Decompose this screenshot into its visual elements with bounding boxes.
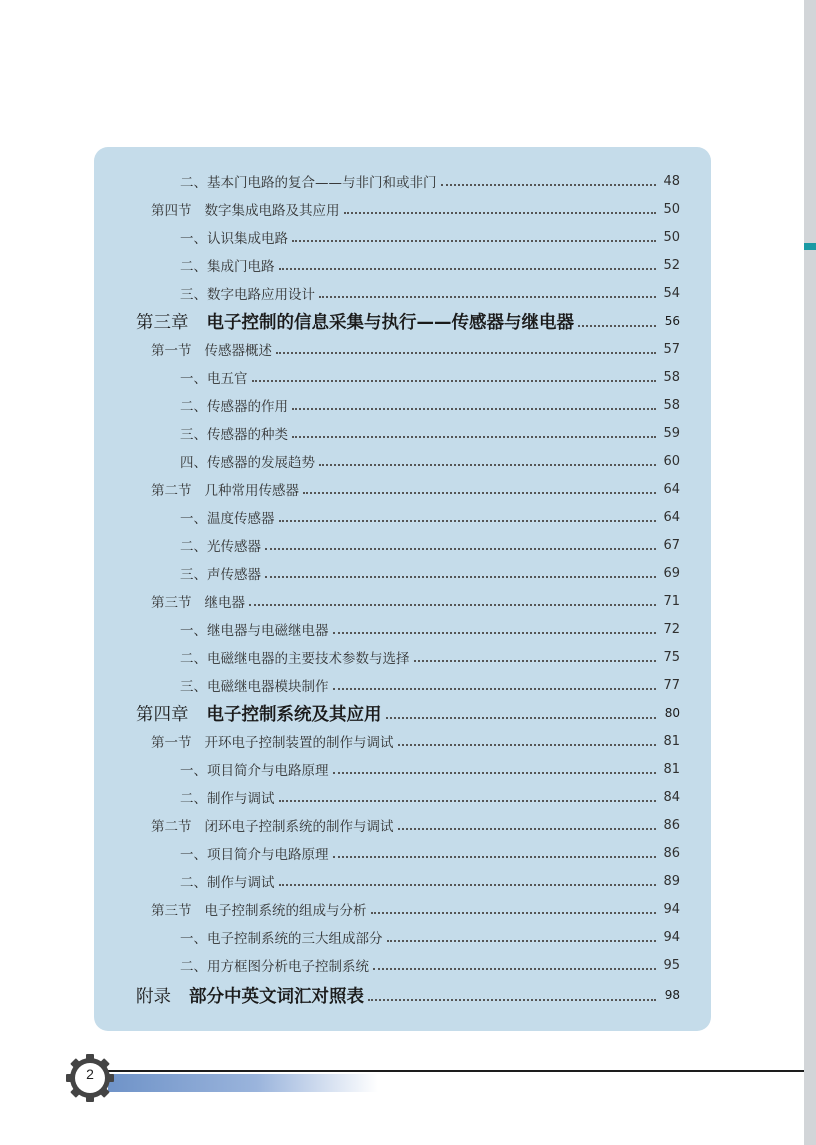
toc-entry-number: 一、 bbox=[180, 847, 207, 863]
toc-entry-item bbox=[180, 839, 680, 867]
toc-entry-page: 64 bbox=[663, 509, 680, 525]
toc-entry-label bbox=[180, 507, 275, 527]
toc-entry-section bbox=[151, 895, 680, 923]
toc-entry-title: 传感器的种类 bbox=[207, 427, 288, 443]
toc-entry-label bbox=[180, 535, 261, 555]
toc-entry-title: 继电器 bbox=[204, 595, 245, 611]
toc-dot-leader bbox=[279, 800, 657, 802]
toc-entry-title: 项目简介与电路原理 bbox=[207, 847, 329, 863]
toc-entry-title: 闭环电子控制系统的制作与调试 bbox=[204, 819, 394, 835]
toc-dot-leader bbox=[319, 296, 656, 298]
toc-entry-label bbox=[151, 199, 340, 219]
toc-entry-number: 四、 bbox=[180, 455, 207, 471]
toc-entry-title: 电磁继电器模块制作 bbox=[207, 679, 329, 695]
toc-entry-number: 第一节 bbox=[151, 735, 192, 751]
toc-entry-title: 集成门电路 bbox=[207, 259, 275, 275]
toc-dot-leader bbox=[386, 717, 657, 719]
toc-dot-leader bbox=[344, 212, 657, 214]
toc-entry-number: 三、 bbox=[180, 679, 207, 695]
toc-entry-title: 电子控制系统的三大组成部分 bbox=[207, 931, 383, 947]
toc-entry-page: 84 bbox=[663, 789, 680, 805]
toc-entry-item bbox=[180, 503, 680, 531]
toc-entry-number: 三、 bbox=[180, 427, 207, 443]
toc-entry-label bbox=[151, 731, 394, 751]
toc-dot-leader bbox=[279, 520, 657, 522]
toc-entry-label bbox=[180, 871, 275, 891]
toc-entry-title: 认识集成电路 bbox=[207, 231, 288, 247]
toc-panel bbox=[94, 147, 711, 1031]
toc-entry-label bbox=[180, 423, 288, 443]
toc-dot-leader bbox=[265, 576, 656, 578]
toc-entry-number: 一、 bbox=[180, 931, 207, 947]
toc-entry-item bbox=[180, 531, 680, 559]
toc-entry-title: 传感器概述 bbox=[204, 343, 272, 359]
toc-entry-label bbox=[180, 759, 329, 779]
toc-entry-number: 二、 bbox=[180, 175, 207, 191]
section-tab-marker bbox=[804, 243, 816, 250]
toc-entry-item bbox=[180, 419, 680, 447]
toc-entry-label bbox=[180, 647, 410, 667]
toc-entry-title: 光传感器 bbox=[207, 539, 261, 555]
toc-entry-page: 95 bbox=[663, 957, 680, 973]
toc-dot-leader bbox=[319, 464, 656, 466]
toc-entry-item bbox=[180, 951, 680, 979]
toc-entry-title: 制作与调试 bbox=[207, 875, 275, 891]
toc-dot-leader bbox=[276, 352, 656, 354]
toc-entry-number: 一、 bbox=[180, 371, 207, 387]
toc-entry-page: 57 bbox=[663, 341, 680, 357]
toc-entry-page: 98 bbox=[664, 988, 680, 1002]
toc-entry-page: 56 bbox=[664, 314, 680, 328]
toc-entry-item bbox=[180, 671, 680, 699]
toc-entry-item bbox=[180, 251, 680, 279]
toc-entry-label bbox=[180, 927, 383, 947]
toc-entry-title: 电五官 bbox=[207, 371, 248, 387]
toc-dot-leader bbox=[333, 772, 657, 774]
toc-entry-label bbox=[180, 367, 248, 387]
toc-entry-label bbox=[180, 619, 329, 639]
toc-dot-leader bbox=[368, 999, 656, 1001]
toc-entry-page: 67 bbox=[663, 537, 680, 553]
toc-entry-item bbox=[180, 223, 680, 251]
toc-entry-title: 基本门电路的复合——与非门和或非门 bbox=[207, 175, 437, 191]
page-number: 2 bbox=[86, 1066, 94, 1082]
toc-entry-page: 89 bbox=[663, 873, 680, 889]
toc-entry-item bbox=[180, 615, 680, 643]
toc-entry-page: 77 bbox=[663, 677, 680, 693]
toc-dot-leader bbox=[578, 325, 656, 327]
toc-entry-page: 94 bbox=[663, 901, 680, 917]
footer-band bbox=[108, 1074, 378, 1092]
toc-dot-leader bbox=[387, 940, 657, 942]
toc-entry-number: 二、 bbox=[180, 651, 207, 667]
toc-entry-label bbox=[180, 843, 329, 863]
toc-dot-leader bbox=[279, 884, 657, 886]
toc-entry-number: 二、 bbox=[180, 959, 207, 975]
toc-entry-page: 60 bbox=[663, 453, 680, 469]
toc-entry-number: 第三节 bbox=[151, 903, 192, 919]
page-edge-strip bbox=[804, 0, 816, 1145]
toc-dot-leader bbox=[398, 828, 657, 830]
toc-entry-number: 一、 bbox=[180, 623, 207, 639]
toc-entry-page: 59 bbox=[663, 425, 680, 441]
toc-entry-label bbox=[151, 339, 272, 359]
toc-entry-title: 传感器的发展趋势 bbox=[207, 455, 315, 471]
toc-dot-leader bbox=[252, 380, 657, 382]
toc-entry-title: 电子控制的信息采集与执行——传感器与继电器 bbox=[206, 312, 574, 333]
toc-entry-section bbox=[151, 587, 680, 615]
toc-entry-item bbox=[180, 167, 680, 195]
toc-entry-title: 制作与调试 bbox=[207, 791, 275, 807]
toc-entry-label bbox=[151, 479, 299, 499]
toc-dot-leader bbox=[414, 660, 657, 662]
toc-entry-title: 数字电路应用设计 bbox=[207, 287, 315, 303]
toc-entry-label bbox=[136, 983, 364, 1008]
toc-entry-title: 开环电子控制装置的制作与调试 bbox=[204, 735, 394, 751]
toc-entry-title: 电子控制系统及其应用 bbox=[206, 704, 382, 725]
toc-entry-number: 第二节 bbox=[151, 819, 192, 835]
toc-dot-leader bbox=[441, 184, 657, 186]
toc-entry-number: 第三章 bbox=[136, 312, 189, 333]
toc-entry-page: 94 bbox=[663, 929, 680, 945]
toc-entry-label bbox=[151, 899, 367, 919]
toc-entry-label bbox=[136, 701, 382, 726]
toc-entry-number: 二、 bbox=[180, 875, 207, 891]
toc-dot-leader bbox=[265, 548, 656, 550]
toc-entry-title: 项目简介与电路原理 bbox=[207, 763, 329, 779]
toc-entry-section bbox=[151, 195, 680, 223]
toc-dot-leader bbox=[333, 632, 657, 634]
toc-entry-item bbox=[180, 279, 680, 307]
toc-entry-chapter bbox=[136, 981, 680, 1009]
toc-entry-label bbox=[180, 787, 275, 807]
toc-entry-title: 数字集成电路及其应用 bbox=[204, 203, 340, 219]
toc-entry-title: 电子控制系统的组成与分析 bbox=[204, 903, 367, 919]
toc-entry-page: 80 bbox=[664, 706, 680, 720]
toc-entry-item bbox=[180, 755, 680, 783]
toc-entry-label bbox=[180, 675, 329, 695]
toc-entry-page: 58 bbox=[663, 397, 680, 413]
toc-dot-leader bbox=[292, 240, 656, 242]
toc-entry-page: 54 bbox=[663, 285, 680, 301]
toc-entry-label bbox=[151, 815, 394, 835]
toc-entry-page: 64 bbox=[663, 481, 680, 497]
toc-entry-section bbox=[151, 811, 680, 839]
toc-dot-leader bbox=[333, 856, 657, 858]
toc-dot-leader bbox=[292, 436, 656, 438]
toc-entry-number: 一、 bbox=[180, 511, 207, 527]
toc-entry-title: 声传感器 bbox=[207, 567, 261, 583]
toc-entry-section bbox=[151, 727, 680, 755]
toc-dot-leader bbox=[279, 268, 657, 270]
toc-entry-label bbox=[180, 255, 275, 275]
toc-entry-page: 81 bbox=[663, 761, 680, 777]
toc-entry-item bbox=[180, 447, 680, 475]
toc-entry-page: 48 bbox=[663, 173, 680, 189]
toc-entry-label bbox=[180, 395, 288, 415]
toc-entry-page: 86 bbox=[663, 845, 680, 861]
toc-entry-number: 第四章 bbox=[136, 704, 189, 725]
toc-entry-number: 三、 bbox=[180, 287, 207, 303]
toc-entry-chapter bbox=[136, 307, 680, 335]
toc-entry-page: 71 bbox=[663, 593, 680, 609]
toc-entry-title: 继电器与电磁继电器 bbox=[207, 623, 329, 639]
toc-entry-item bbox=[180, 923, 680, 951]
toc-dot-leader bbox=[333, 688, 657, 690]
toc-entry-page: 50 bbox=[663, 201, 680, 217]
toc-entry-label bbox=[180, 563, 261, 583]
toc-dot-leader bbox=[373, 968, 656, 970]
toc-entry-section bbox=[151, 475, 680, 503]
toc-dot-leader bbox=[371, 912, 657, 914]
toc-entry-label bbox=[136, 309, 574, 334]
toc-entry-page: 52 bbox=[663, 257, 680, 273]
toc-entry-page: 50 bbox=[663, 229, 680, 245]
toc-entry-title: 部分中英文词汇对照表 bbox=[189, 986, 364, 1007]
toc-entry-number: 第三节 bbox=[151, 595, 192, 611]
toc-entry-label bbox=[151, 591, 245, 611]
toc-entry-item bbox=[180, 363, 680, 391]
toc-entry-number: 第二节 bbox=[151, 483, 192, 499]
toc-entry-label bbox=[180, 227, 288, 247]
toc-entry-item bbox=[180, 867, 680, 895]
toc-entry-number: 二、 bbox=[180, 259, 207, 275]
toc-entry-page: 86 bbox=[663, 817, 680, 833]
toc-entry-label bbox=[180, 171, 437, 191]
toc-entry-page: 81 bbox=[663, 733, 680, 749]
toc-entry-number: 二、 bbox=[180, 399, 207, 415]
toc-entry-number: 二、 bbox=[180, 539, 207, 555]
toc-entry-page: 72 bbox=[663, 621, 680, 637]
toc-entry-section bbox=[151, 335, 680, 363]
toc-entry-number: 第一节 bbox=[151, 343, 192, 359]
toc-entry-page: 75 bbox=[663, 649, 680, 665]
toc-entry-title: 温度传感器 bbox=[207, 511, 275, 527]
toc-entry-title: 电磁继电器的主要技术参数与选择 bbox=[207, 651, 410, 667]
toc-entry-item bbox=[180, 783, 680, 811]
toc-entry-label bbox=[180, 955, 369, 975]
toc-entry-label bbox=[180, 283, 315, 303]
toc-entry-page: 58 bbox=[663, 369, 680, 385]
toc-entry-number: 一、 bbox=[180, 763, 207, 779]
footer-rule bbox=[108, 1070, 804, 1072]
toc-dot-leader bbox=[303, 492, 656, 494]
toc-entry-item bbox=[180, 643, 680, 671]
toc-entry-title: 几种常用传感器 bbox=[204, 483, 299, 499]
toc-entry-label bbox=[180, 451, 315, 471]
toc-entry-title: 用方框图分析电子控制系统 bbox=[207, 959, 369, 975]
toc-dot-leader bbox=[398, 744, 657, 746]
toc-entry-item bbox=[180, 559, 680, 587]
toc-entry-chapter bbox=[136, 699, 680, 727]
toc-dot-leader bbox=[249, 604, 656, 606]
toc-entry-page: 69 bbox=[663, 565, 680, 581]
toc-entry-title: 传感器的作用 bbox=[207, 399, 288, 415]
toc-entry-number: 二、 bbox=[180, 791, 207, 807]
toc-entry-number: 一、 bbox=[180, 231, 207, 247]
toc-entry-number: 附录 bbox=[136, 986, 171, 1007]
toc-entry-number: 第四节 bbox=[151, 203, 192, 219]
toc-dot-leader bbox=[292, 408, 656, 410]
toc-entry-number: 三、 bbox=[180, 567, 207, 583]
toc-entry-item bbox=[180, 391, 680, 419]
